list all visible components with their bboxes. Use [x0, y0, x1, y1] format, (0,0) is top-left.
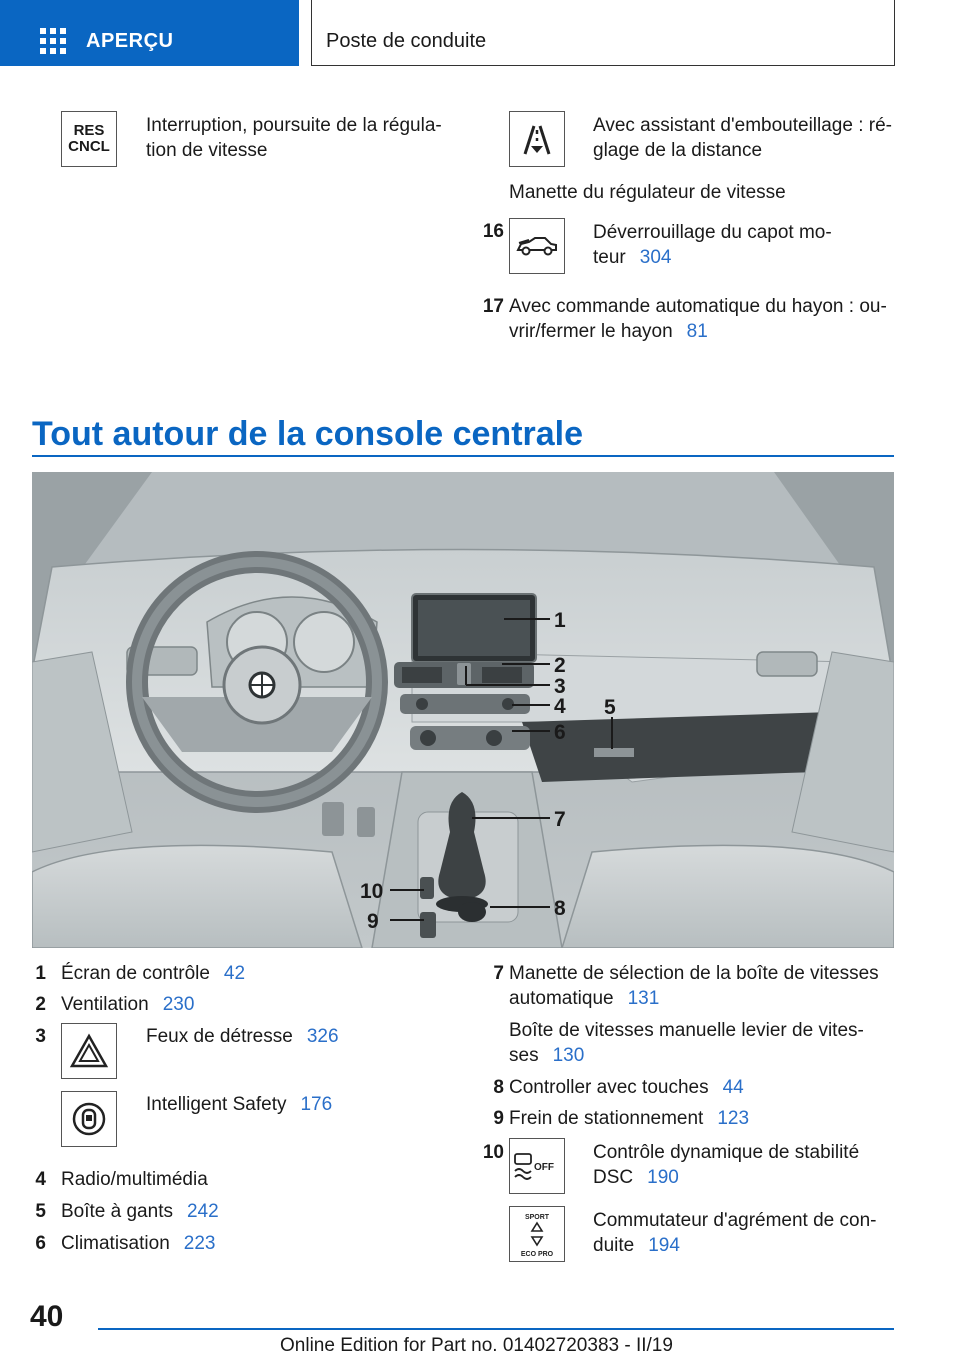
item-6-number: 6: [35, 1233, 46, 1254]
item-9-number: 9: [493, 1108, 504, 1129]
header-section-box: [311, 0, 895, 66]
page-number: 40: [30, 1300, 64, 1333]
item-10-number: 10: [482, 1142, 504, 1163]
item-1-text: [61, 961, 245, 986]
item-5-label: Boîte à gants: [61, 1201, 173, 1222]
callout-3: 3: [554, 675, 566, 698]
callout-1: 1: [554, 609, 566, 632]
intelligent-safety-text: [146, 1092, 332, 1117]
traffic-jam-assist-icon: [509, 111, 565, 167]
item-4-label: Radio/multimédia: [61, 1169, 208, 1190]
item-9-page-link[interactable]: 123: [717, 1108, 750, 1129]
sport-icon-text: SPORT: [524, 1214, 550, 1221]
item-10-text: [593, 1140, 893, 1190]
item-9-label: Frein de stationnement: [509, 1108, 704, 1129]
item-10b-page-link[interactable]: 194: [648, 1235, 680, 1256]
item-2-page-link[interactable]: 230: [162, 994, 195, 1015]
item-5-number: 5: [35, 1201, 46, 1222]
item-7b-label: Boîte de vitesses manuelle levier de vites- ses: [509, 1020, 864, 1066]
item-16-number: 16: [482, 221, 504, 242]
callout-2: 2: [554, 654, 566, 677]
res-cncl-icon: [61, 111, 117, 167]
item-3-number: 3: [35, 1026, 46, 1047]
item-10-page-link[interactable]: 190: [647, 1167, 679, 1188]
item-2-number: 2: [35, 994, 46, 1015]
item-1-label: Écran de contrôle: [61, 963, 210, 984]
item-7b-page-link[interactable]: 130: [552, 1045, 585, 1066]
item-16-page-link[interactable]: 304: [639, 247, 672, 268]
item-16-label: Déverrouillage du capot mo- teur: [593, 222, 832, 268]
item-5-page-link[interactable]: 242: [186, 1201, 219, 1222]
item-10b-text: [593, 1208, 893, 1258]
item-7-text: [509, 961, 904, 1011]
res-icon-text: RES: [73, 122, 105, 139]
item-10-label: Contrôle dynamique de stabilité DSC: [593, 1142, 860, 1188]
item-17-number: 17: [482, 296, 504, 317]
item-4-number: 4: [35, 1169, 46, 1190]
callout-7: 7: [554, 808, 566, 831]
item-2-label: Ventilation: [61, 994, 149, 1015]
item-6-text: [61, 1231, 215, 1256]
item-17-text: [509, 294, 904, 344]
item-5-text: [61, 1199, 219, 1224]
callout-8: 8: [554, 897, 566, 920]
item-7-page-link[interactable]: 131: [627, 988, 660, 1009]
item-8-label: Controller avec touches: [509, 1077, 709, 1098]
header-tab-label: APERÇU: [86, 30, 174, 52]
item-7b-text: [509, 1018, 904, 1068]
item-1-number: 1: [35, 963, 46, 984]
grid-menu-icon: [40, 28, 67, 55]
footer-divider: [98, 1328, 894, 1330]
item-6-label: Climatisation: [61, 1233, 170, 1254]
cruise-lever-caption: Manette du régulateur de vitesse: [509, 182, 786, 203]
hazard-warning-icon: [61, 1023, 117, 1079]
callout-5: 5: [604, 696, 616, 719]
intelligent-safety-icon: [61, 1091, 117, 1147]
dsc-off-icon: [509, 1138, 565, 1194]
intelligent-safety-page-link[interactable]: 176: [300, 1094, 333, 1115]
item-7-label: Manette de sélection de la boîte de vitesses automatique: [509, 963, 879, 1009]
footer-text: Online Edition for Part no. 01402720383 - II/19: [280, 1335, 673, 1356]
traffic-jam-assist-text: Avec assistant d'embouteillage : ré- glage de la distance: [593, 115, 892, 161]
item-8-page-link[interactable]: 44: [722, 1077, 744, 1098]
cncl-icon-text: CNCL: [68, 138, 110, 155]
eco-pro-icon-text: ECO PRO: [520, 1251, 554, 1258]
item-17-page-link[interactable]: 81: [686, 321, 708, 342]
callout-9: 9: [367, 910, 379, 933]
section-title: Tout autour de la console centrale: [32, 415, 584, 453]
item-1-page-link[interactable]: 42: [223, 963, 246, 984]
section-divider: [32, 455, 894, 457]
callout-6: 6: [554, 721, 566, 744]
item-8-text: [509, 1075, 744, 1100]
item-17-label: Avec commande automatique du hayon : ou- vrir/fermer le hayon: [509, 296, 887, 342]
item-8-number: 8: [493, 1077, 504, 1098]
header-section-title: Poste de conduite: [326, 30, 487, 52]
driving-experience-switch-icon: [509, 1206, 565, 1262]
item-2-text: [61, 992, 194, 1017]
item-3-page-link[interactable]: 326: [306, 1026, 339, 1047]
callout-4: 4: [554, 695, 566, 718]
dsc-off-icon-text: OFF: [534, 1162, 554, 1173]
center-console-illustration: [32, 472, 894, 948]
hood-release-icon: [509, 218, 565, 274]
item-10b-label: Commutateur d'agrément de con- duite: [593, 1210, 877, 1256]
item-3-text: [146, 1024, 339, 1049]
res-cncl-description: Interruption, poursuite de la régula- tion de vitesse: [146, 115, 442, 161]
item-7-number: 7: [493, 963, 504, 984]
item-6-page-link[interactable]: 223: [183, 1233, 216, 1254]
callout-10: 10: [360, 880, 384, 903]
header-tab-apercu[interactable]: [0, 0, 299, 66]
item-9-text: [509, 1106, 749, 1131]
item-3-label: Feux de détresse: [146, 1026, 293, 1047]
item-16-text: [593, 220, 893, 270]
intelligent-safety-label: Intelligent Safety: [146, 1094, 287, 1115]
